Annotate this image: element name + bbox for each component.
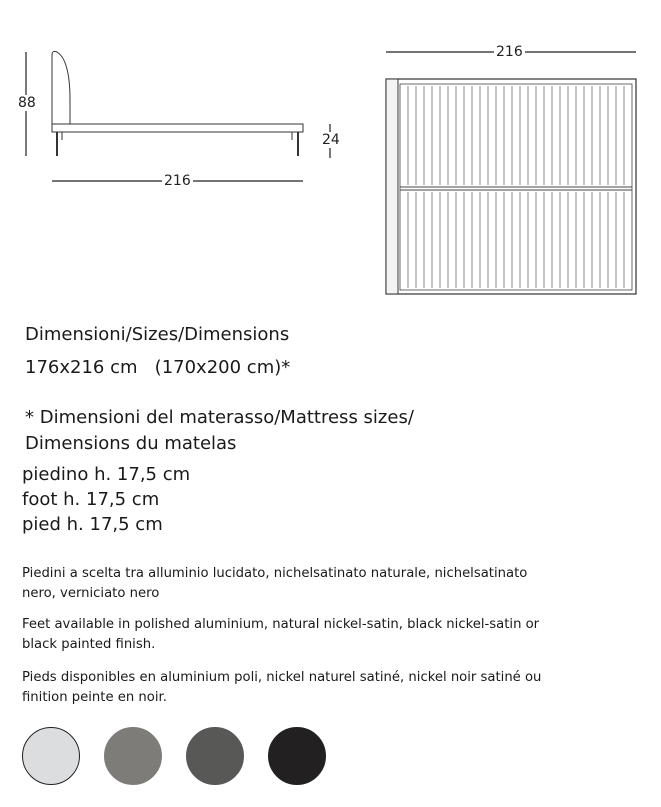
sizes-value: 176x216 cm (170x200 cm)* [25, 357, 291, 378]
finish-note-it: Piedini a scelta tra alluminio lucidato, nichelsatinato naturale, nichelsatinato nero, verniciato nero [22, 566, 528, 601]
finish-note-fr: Pieds disponibles en aluminium poli, nickel naturel satiné, nickel noir satiné ou finition peinte en noir. [22, 670, 542, 705]
mattress-note-line2: Dimensions du matelas [25, 433, 237, 454]
top-length-label: 216 [496, 44, 523, 60]
foot-height-fr: pied h. 17,5 cm [22, 514, 163, 535]
foot-height-it: piedino h. 17,5 cm [22, 464, 191, 485]
side-length-label: 216 [164, 173, 191, 189]
foot-height-en: foot h. 17,5 cm [22, 489, 160, 510]
sizes-heading: Dimensioni/Sizes/Dimensions [25, 324, 290, 345]
height-label: 88 [18, 95, 36, 111]
swatch-polished-aluminium [22, 727, 80, 785]
finish-note-en: Feet available in polished aluminium, natural nickel-satin, black nickel-satin or black painted finish. [22, 617, 540, 652]
headboard-top [386, 79, 398, 294]
swatch-natural-nickel-satin [104, 727, 162, 785]
top-view-drawing [0, 0, 661, 300]
swatch-black-painted [268, 727, 326, 785]
mattress-note-line1: * Dimensioni del materasso/Mattress sizes/ [25, 407, 414, 428]
swatch-black-nickel-satin [186, 727, 244, 785]
leg-height-label: 24 [322, 132, 340, 148]
